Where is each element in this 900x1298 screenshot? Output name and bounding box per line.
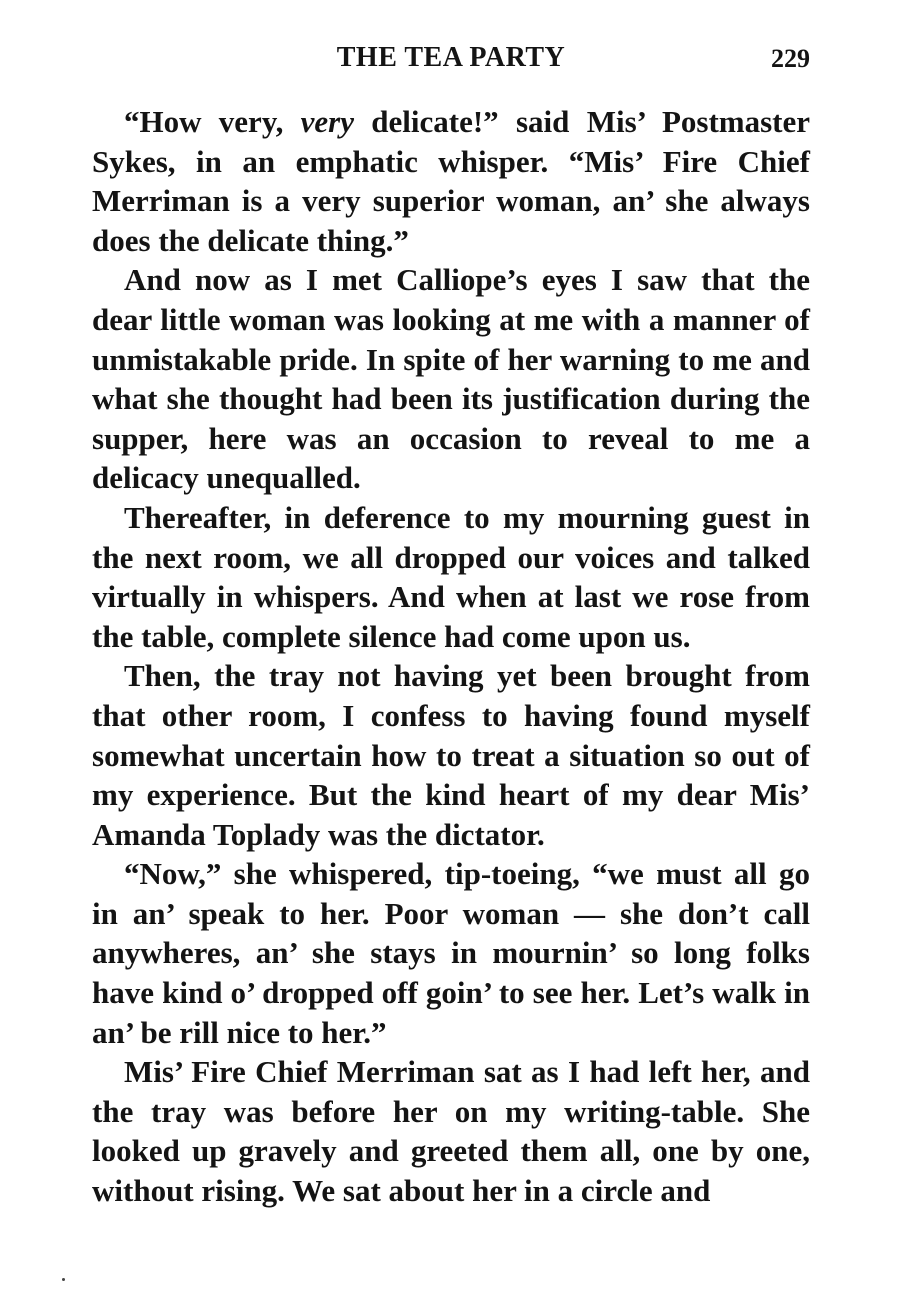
page-number: 229 [771,44,810,73]
running-head [92,42,810,78]
body-text [92,102,810,1211]
paragraph-6: Mis’ Fire Chief Merriman sat as I had left her, and the tray was before her on my writing-table. She looked up gravely and greeted them all, one by one, without rising. We sat about her in a circle and [92,1054,810,1209]
paragraph-3: Thereafter, in deference to my mourning guest in the next room, we all dropped our voices and talked virtually in whispers. And when at last we rose from the table, complete silence had come upon us. [92,499,810,654]
paragraph-1-part1: “How very, [124,104,301,139]
paragraph-1-part2: delicate!” said Mis’ Postmaster Sykes, in an emphatic whisper. “Mis’ Fire Chief Merriman is a very superior woman, an’ she always does the delicate thing.” [92,104,810,258]
paragraph-5: “Now,” she whispered, tip-toeing, “we must all go in an’ speak to her. Poor woman — she don’t call anywheres, an’ she stays in mournin’ so long folks have kind o’ dropped off goin’ to see her. Let’s walk in an’ be rill nice to her.” [92,856,810,1050]
paragraph-1-emphasis: very [300,104,354,139]
paper-speck [62,1278,65,1281]
paragraph-2: And now as I met Calliope’s eyes I saw that the dear little woman was looking at me with a manner of unmistakable pride. In spite of her warning to me and what she thought had been its justification during the supper, here was an occasion to reveal to me a delicacy unequalled. [92,262,810,496]
running-title: THE TEA PARTY [336,42,566,73]
paragraph-4: Then, the tray not having yet been brought from that other room, I confess to having found myself somewhat uncertain how to treat a situation so out of my experience. But the kind heart of my dear Mis’ Amanda Toplady was the dictator. [92,658,810,852]
paragraph-1 [92,102,810,260]
